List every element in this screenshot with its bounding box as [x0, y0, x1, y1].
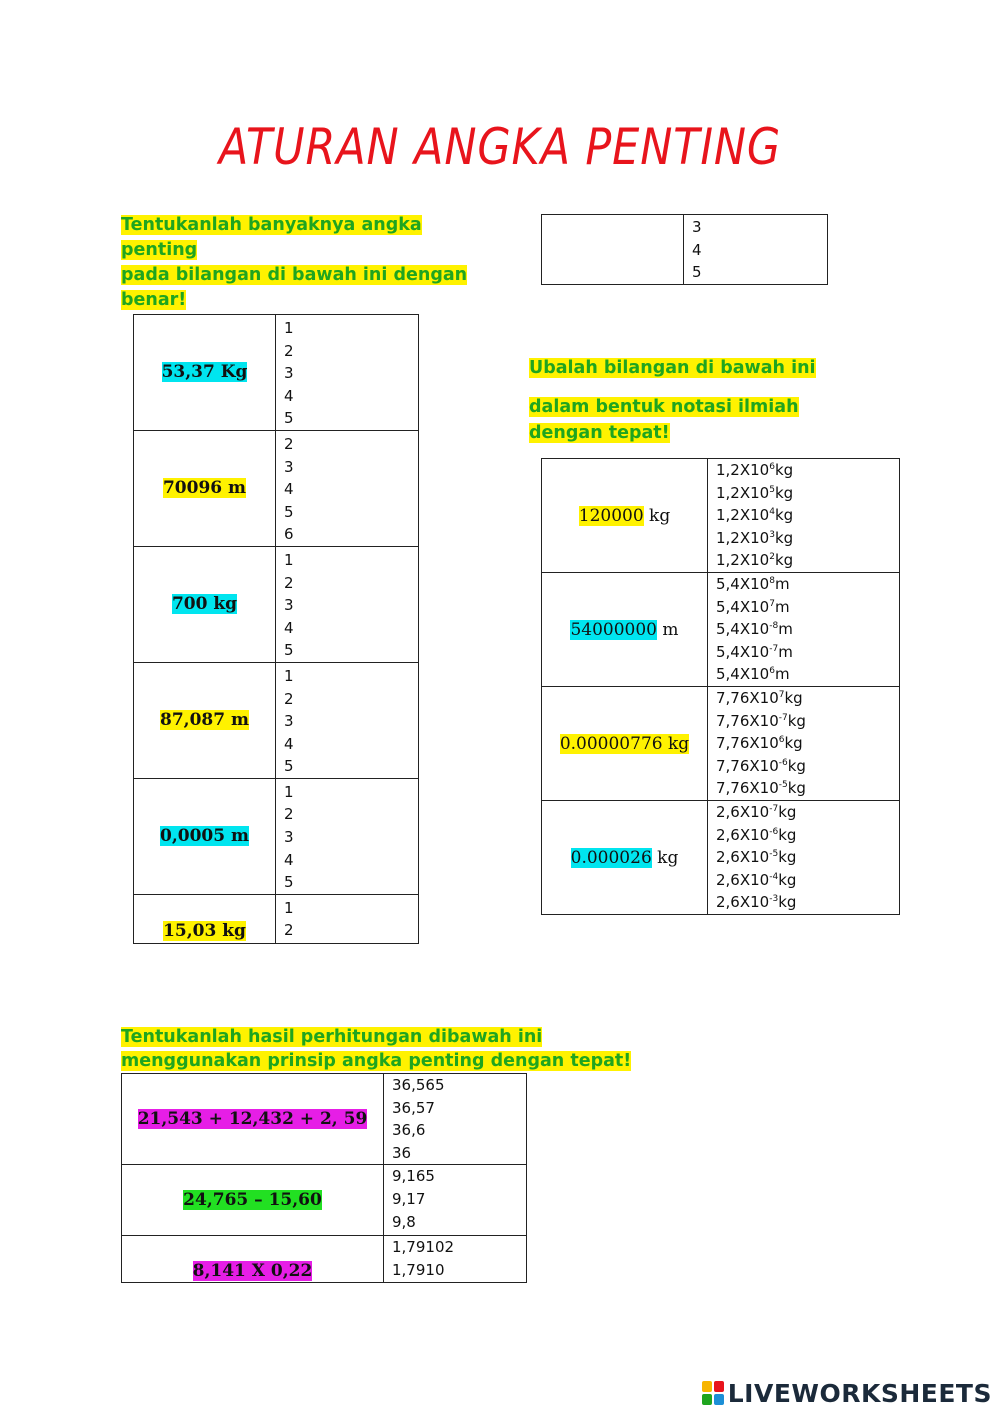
option[interactable]: [716, 618, 899, 641]
option[interactable]: 36,57: [392, 1098, 435, 1117]
option-base: 7,76X10: [716, 711, 779, 730]
option[interactable]: 4: [284, 734, 294, 753]
option-unit: kg: [787, 711, 806, 730]
option[interactable]: [716, 710, 899, 733]
option[interactable]: 5: [692, 263, 702, 282]
option-base: 5,4X10: [716, 575, 770, 593]
option[interactable]: 2: [284, 434, 294, 453]
options-cell: [276, 430, 419, 546]
table-row: [542, 801, 900, 915]
option-base: 1,2X10: [716, 506, 770, 525]
option[interactable]: [716, 869, 899, 892]
option-unit: m: [778, 620, 793, 639]
option[interactable]: 4: [284, 480, 294, 499]
option-exponent: 6: [769, 666, 775, 677]
option-unit: kg: [774, 528, 794, 547]
option[interactable]: 1: [284, 550, 294, 569]
section3-instructions: [121, 1025, 631, 1073]
option-base: 1,2X10: [716, 551, 770, 570]
table-row: [134, 315, 419, 431]
option[interactable]: 2: [284, 573, 294, 592]
option[interactable]: 2: [284, 805, 294, 824]
option-unit: kg: [784, 689, 803, 707]
number-value: 0.000026: [570, 847, 652, 868]
section3-line-1: Tentukanlah hasil perhitungan dibawah ini: [121, 1027, 543, 1047]
option[interactable]: 3: [692, 218, 702, 236]
question-cell: [134, 315, 276, 431]
option[interactable]: 36,6: [392, 1121, 426, 1140]
option[interactable]: [716, 755, 899, 778]
option-base: 2,6X10: [716, 803, 770, 821]
option[interactable]: 3: [284, 828, 294, 847]
option-unit: kg: [774, 506, 794, 525]
section2-line-2: dalam bentuk notasi ilmiah: [529, 397, 799, 417]
option[interactable]: 4: [284, 386, 294, 405]
option[interactable]: 1,79102: [392, 1238, 455, 1257]
expression-cell: [122, 1236, 384, 1282]
option-exponent: -8: [769, 621, 779, 632]
logo-tile: [714, 1381, 724, 1392]
option[interactable]: 1: [284, 319, 294, 337]
table-row: [542, 687, 900, 801]
options-cell: [708, 459, 900, 573]
options-cell: [384, 1165, 527, 1236]
option[interactable]: 9,165: [392, 1167, 435, 1186]
scientific-notation-table: [541, 458, 900, 915]
option[interactable]: 36: [392, 1143, 412, 1162]
expression-cell: [122, 1165, 384, 1236]
section1-line-4: benar!: [121, 290, 187, 310]
option-unit: m: [774, 665, 790, 684]
option[interactable]: 3: [284, 364, 294, 383]
table-row: [134, 430, 419, 546]
option-base: 5,4X10: [716, 642, 770, 661]
number-value: 0.00000776 kg: [559, 733, 690, 754]
option[interactable]: 5: [284, 409, 294, 428]
option-exponent: 3: [769, 529, 775, 540]
table-row: [542, 215, 828, 285]
logo-tile: [702, 1381, 712, 1392]
option[interactable]: 2: [284, 921, 294, 940]
section1-line-1: Tentukanlah banyaknya angka: [121, 215, 422, 235]
option[interactable]: [716, 459, 899, 482]
options-cell: [276, 778, 419, 894]
table-row: [134, 546, 419, 662]
option-unit: kg: [778, 825, 797, 844]
logo-tile: [702, 1394, 712, 1405]
options-cell: [276, 315, 419, 431]
expression-value: 8,141 X 0,22: [192, 1260, 313, 1281]
number-value: 54000000: [570, 619, 657, 640]
option-unit: kg: [774, 551, 794, 570]
option[interactable]: [716, 732, 899, 755]
number-cell: [542, 573, 708, 687]
options-cell: [384, 1236, 527, 1282]
options-cell: [708, 687, 900, 801]
expression-value: 21,543 + 12,432 + 2, 59: [137, 1109, 368, 1130]
option-base: 7,76X10: [716, 734, 779, 753]
option[interactable]: [716, 824, 899, 847]
options-cell: [276, 894, 419, 943]
table-row: [134, 662, 419, 778]
option[interactable]: [716, 527, 899, 550]
option[interactable]: [716, 891, 899, 914]
expression-value: 24,765 – 15,60: [183, 1190, 322, 1211]
option-exponent: 8: [769, 576, 775, 586]
option[interactable]: [716, 777, 899, 800]
liveworksheets-brand: [702, 1378, 992, 1408]
option[interactable]: 3: [284, 712, 294, 731]
section1-instructions: [121, 213, 467, 313]
option-unit: m: [774, 597, 790, 616]
option-exponent: 7: [778, 690, 785, 700]
table-row: [134, 778, 419, 894]
question-value: 0,0005 m: [160, 826, 249, 847]
option-unit: kg: [784, 734, 803, 753]
table-row: [542, 459, 900, 573]
option-base: 2,6X10: [716, 848, 770, 867]
option-base: 1,2X10: [716, 483, 770, 502]
option-exponent: -5: [769, 849, 779, 860]
empty-question-cell: [542, 215, 684, 285]
question-value: 15,03 kg: [163, 920, 246, 941]
number-cell: [542, 459, 708, 573]
option[interactable]: [716, 801, 899, 824]
option[interactable]: 5: [284, 873, 294, 892]
number-cell: [542, 801, 708, 915]
option-exponent: -5: [778, 780, 788, 791]
question-value: 70096 m: [162, 478, 247, 499]
unit-label: m: [657, 619, 679, 640]
option-exponent: -6: [778, 757, 788, 768]
options-cell: [684, 215, 828, 285]
option[interactable]: 4: [284, 618, 294, 637]
options-cell: [276, 546, 419, 662]
option-exponent: -4: [769, 871, 779, 882]
option[interactable]: [716, 482, 899, 505]
question-value: 700 kg: [171, 594, 238, 615]
option-base: 2,6X10: [716, 870, 770, 889]
option[interactable]: 1,7910: [392, 1260, 445, 1279]
option[interactable]: 3: [284, 457, 294, 476]
question-cell: [134, 662, 276, 778]
option-unit: kg: [778, 848, 797, 867]
table-row: [122, 1165, 527, 1236]
option[interactable]: 1: [284, 898, 294, 917]
option-exponent: 5: [769, 484, 775, 495]
option[interactable]: 1: [284, 666, 294, 685]
option[interactable]: [716, 687, 899, 710]
option[interactable]: 5: [284, 757, 294, 776]
section2-line-1: Ubalah bilangan di bawah ini: [529, 358, 816, 378]
option-base: 1,2X10: [716, 528, 770, 547]
table-row: [122, 1236, 527, 1282]
option-exponent: 7: [769, 598, 775, 609]
option[interactable]: 2: [284, 341, 294, 360]
option-unit: m: [774, 575, 790, 593]
question-value: 87,087 m: [160, 710, 249, 731]
option-unit: kg: [787, 779, 806, 798]
option[interactable]: [716, 596, 899, 619]
brand-name: LIVEWORKSHEETS: [727, 1378, 992, 1408]
option-exponent: 6: [778, 735, 785, 746]
options-cell: [276, 662, 419, 778]
logo-tile: [714, 1394, 724, 1405]
option-exponent: -7: [769, 804, 779, 814]
option[interactable]: 36,565: [392, 1076, 445, 1094]
section1-line-2: penting: [121, 240, 198, 260]
options-cell: [384, 1074, 527, 1165]
question-value: 53,37 Kg: [161, 362, 248, 383]
option[interactable]: [716, 641, 899, 664]
option[interactable]: 3: [284, 596, 294, 615]
option-exponent: -7: [769, 643, 779, 654]
option-exponent: -6: [769, 826, 779, 837]
number-value: 120000: [578, 505, 644, 526]
option-unit: kg: [787, 756, 806, 775]
option-base: 5,4X10: [716, 597, 770, 616]
option-base: 7,76X10: [716, 689, 779, 707]
option[interactable]: 9,17: [392, 1189, 426, 1208]
question-cell: [134, 430, 276, 546]
unit-label: kg: [651, 847, 679, 868]
option[interactable]: [716, 846, 899, 869]
option-unit: kg: [778, 893, 797, 912]
option[interactable]: 5: [284, 641, 294, 660]
option-base: 7,76X10: [716, 779, 779, 798]
options-cell: [708, 573, 900, 687]
option[interactable]: [716, 573, 899, 596]
unit-label: kg: [643, 505, 671, 526]
expression-cell: [122, 1074, 384, 1165]
option[interactable]: [716, 549, 899, 572]
option-unit: kg: [778, 870, 797, 889]
option[interactable]: 4: [692, 240, 702, 259]
option-exponent: -3: [769, 894, 779, 905]
option-unit: m: [778, 642, 793, 661]
option-base: 2,6X10: [716, 825, 770, 844]
table-row: [542, 573, 900, 687]
question-cell: [134, 894, 276, 943]
option[interactable]: 4: [284, 850, 294, 869]
continued-options-table: [541, 214, 828, 285]
option[interactable]: 9,8: [392, 1212, 416, 1231]
section2-instructions: [529, 355, 816, 446]
calculation-table: [121, 1073, 527, 1283]
option[interactable]: 5: [284, 502, 294, 521]
table-row: [134, 894, 419, 943]
option-unit: kg: [778, 803, 797, 821]
option[interactable]: [716, 663, 899, 686]
options-cell: [708, 801, 900, 915]
option-base: 2,6X10: [716, 893, 770, 912]
option-base: 5,4X10: [716, 620, 770, 639]
number-cell: [542, 687, 708, 801]
option[interactable]: 1: [284, 782, 294, 801]
page-title: ATURAN ANGKA PENTING: [218, 118, 782, 176]
option-unit: kg: [774, 461, 794, 479]
table-row: [122, 1074, 527, 1165]
option-base: 5,4X10: [716, 665, 770, 684]
significant-figures-table: [133, 314, 419, 944]
liveworksheets-logo-icon: [702, 1381, 724, 1405]
section1-line-3: pada bilangan di bawah ini dengan: [121, 265, 468, 285]
question-cell: [134, 778, 276, 894]
option[interactable]: 6: [284, 525, 294, 544]
section3-line-2: menggunakan prinsip angka penting dengan tepat!: [121, 1051, 632, 1071]
option-exponent: 6: [769, 462, 775, 472]
option-exponent: 2: [769, 552, 775, 563]
option[interactable]: 2: [284, 689, 294, 708]
option-base: 7,76X10: [716, 756, 779, 775]
option-exponent: 4: [769, 507, 775, 518]
option-unit: kg: [774, 483, 794, 502]
section2-line-3: dengan tepat!: [529, 423, 670, 443]
option-base: 1,2X10: [716, 461, 770, 479]
option-exponent: -7: [778, 712, 788, 723]
option[interactable]: [716, 504, 899, 527]
question-cell: [134, 546, 276, 662]
